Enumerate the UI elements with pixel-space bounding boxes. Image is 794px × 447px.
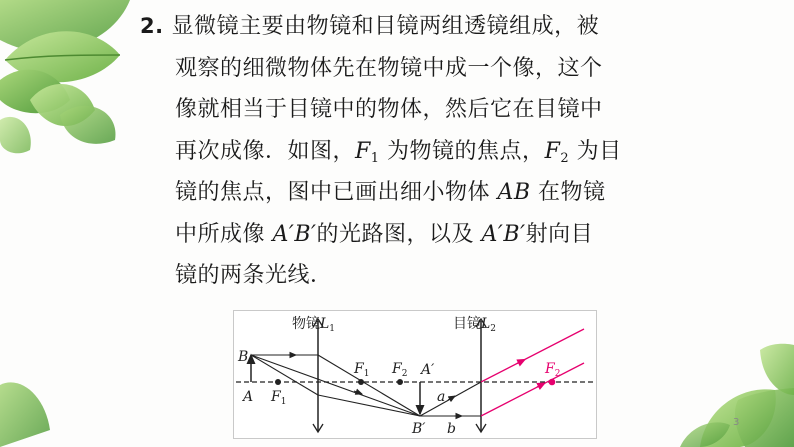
line4-text-c: 为目 xyxy=(569,138,622,164)
line4-text-a: 再次成像．如图， xyxy=(175,138,356,164)
page-number: 3 xyxy=(733,417,740,428)
line5-text-a: 镜的焦点，图中已画出细小物体 xyxy=(175,180,498,205)
focal-point-F1-right xyxy=(358,379,364,385)
question-line-1 xyxy=(140,6,780,48)
focal-point-F2-right xyxy=(549,379,556,386)
symbol-AB: AB xyxy=(497,180,531,205)
label-b: b xyxy=(447,421,456,437)
question-text xyxy=(140,6,780,297)
microscope-ray-diagram xyxy=(233,310,597,439)
symbol-ApBp-2: A′B′ xyxy=(481,221,526,247)
focal-point-F1-left xyxy=(275,379,281,385)
label-F2-left: $F_2$ xyxy=(392,361,408,379)
question-number: 2. xyxy=(140,14,164,38)
top-left-leaves xyxy=(0,0,130,153)
line5-text-b: 在物镜 xyxy=(530,180,606,205)
label-B: B xyxy=(238,349,249,365)
question-line-7: 镜的两条光线． xyxy=(175,263,333,288)
eyepiece-lens-label: 目镜$L_2$ xyxy=(453,316,497,334)
symbol-F1-sub: 1 xyxy=(370,150,380,166)
line4-text-b: 为物镜的焦点， xyxy=(379,138,545,164)
symbol-F2: F xyxy=(544,138,561,164)
label-a: a xyxy=(437,389,446,405)
question-line-1-text: 显微镜主要由物镜和目镜两组透镜组成，被 xyxy=(171,14,600,39)
question-line-2: 观察的细微物体先在物镜中成一个像，这个 xyxy=(175,55,603,81)
label-B-prime: B′ xyxy=(412,421,426,437)
pink-ray-upper-arrow xyxy=(517,360,525,364)
bottom-right-leaves xyxy=(680,344,794,447)
label-F1-right: $F_1$ xyxy=(354,361,370,379)
line6-text-c: 射向目 xyxy=(525,221,594,247)
pink-ray-upper xyxy=(481,329,584,382)
symbol-F2-sub: 2 xyxy=(560,150,570,166)
bottom-left-leaf xyxy=(0,382,50,447)
question-line-6 xyxy=(140,214,780,256)
question-line-4 xyxy=(140,131,780,173)
label-A: A xyxy=(243,389,254,405)
ray-refracted-1 xyxy=(318,355,420,416)
label-F2-right: $F_2$ xyxy=(545,361,561,379)
question-line-3: 像就相当于目镜中的物体，然后它在目镜中 xyxy=(175,97,603,122)
question-line-5 xyxy=(140,172,780,214)
line6-text-a: 中所成像 xyxy=(175,221,273,247)
label-F1-left: $F_1$ xyxy=(271,389,287,407)
symbol-ApBp-1: A′B′ xyxy=(272,221,317,247)
symbol-F1: F xyxy=(355,138,371,164)
pink-ray-lower-arrow xyxy=(537,383,545,387)
label-A-prime: A′ xyxy=(421,362,435,378)
line6-text-b: 的光路图，以及 xyxy=(316,221,482,247)
ray-diagram-svg xyxy=(234,311,596,438)
objective-lens-label: 物镜$L_1$ xyxy=(292,316,336,334)
ray-a-arrow xyxy=(448,396,455,400)
pink-ray-lower xyxy=(481,363,584,416)
focal-point-F2-left xyxy=(397,379,403,385)
